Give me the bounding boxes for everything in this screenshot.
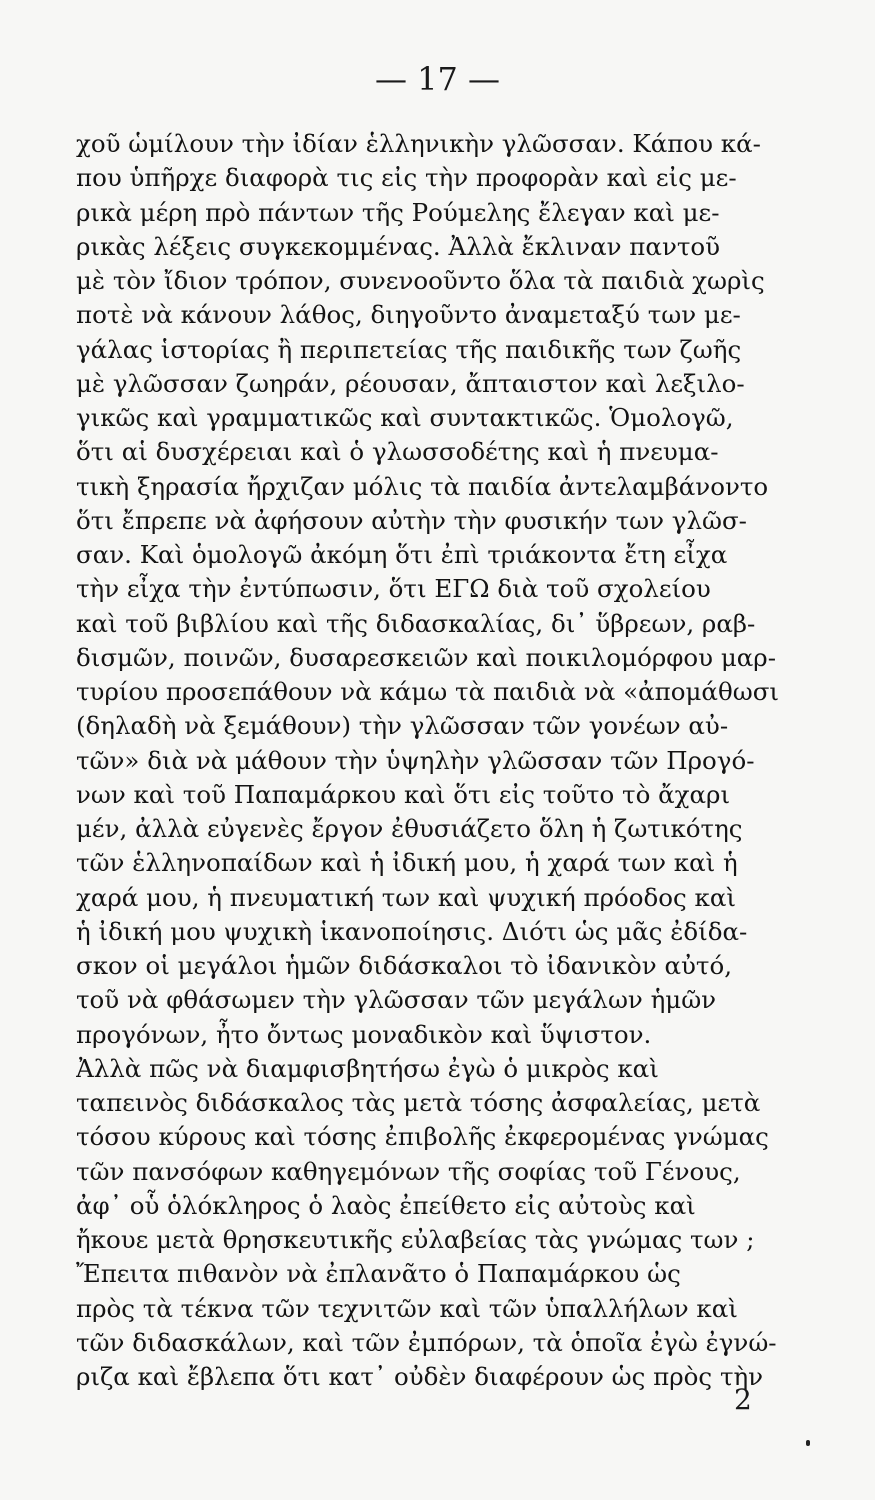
text-line: προγόνων, ἦτο ὄντως μοναδικὸν καὶ ὕψιστον. [76,1019,652,1049]
text-line: χαρά μου, ἡ πνευματική των καὶ ψυχική πρόοδος καὶ [76,882,737,912]
text-line: ἀφ᾿ οὗ ὁλόκληρος ὁ λαὸς ἐπείθετο εἰς αὐτοὺς καὶ [76,1190,696,1220]
text-line: μὲ γλῶσσαν ζωηράν, ρέουσαν, ἄπταιστον καὶ λεξιλο- [76,368,745,398]
text-line: δισμῶν, ποινῶν, δυσαρεσκειῶν καὶ ποικιλομόρφου μαρ- [76,642,776,672]
text-line: σαν. Καὶ ὁμολογῶ ἀκόμη ὅτι ἐπὶ τριάκοντα ἔτη εἶχα [76,540,728,569]
text-line: γικῶς καὶ γραμματικῶς καὶ συντακτικῶς. Ὁμολογῶ, [76,403,734,432]
text-line: καὶ τοῦ βιβλίου καὶ τῆς διδασκαλίας, δι᾿ ὕβρεων, ραβ- [76,608,756,638]
text-line: γάλας ἱστορίας ἢ περιπετείας τῆς παιδικῆς των ζωῆς [76,334,742,364]
text-line: Ἀλλὰ πῶς νὰ διαμφισβητήσω ἐγὼ ὁ μικρὸς καὶ [76,1053,659,1083]
text-line: τῶν διδασκάλων, καὶ τῶν ἐμπόρων, τὰ ὁποῖα ἐγὼ ἐγνώ- [76,1327,777,1357]
signature-mark: 2 [734,1383,752,1416]
text-line: ποτὲ νὰ κάνουν λάθος, διηγοῦντο ἀναμεταξύ των με- [76,300,741,330]
text-line: ἤκουε μετὰ θρησκευτικῆς εὐλαβείας τὰς γνώμας των ; [76,1225,755,1254]
text-line: ὅτι αἱ δυσχέρειαι καὶ ὁ γλωσσοδέτης καὶ ἡ πνευμα- [76,437,719,467]
text-line: τὴν εἶχα τὴν ἐντύπωσιν, ὅτι ΕΓΩ διὰ τοῦ σχολείου [76,574,711,604]
text-line: ρικὰς λέξεις συγκεκομμένας. Ἀλλὰ ἔκλιναν παντοῦ [76,231,721,261]
body-text [76,127,812,1394]
text-line: τυρίου προσεπάθουν νὰ κάμω τὰ παιδιὰ νὰ «ἀπομάθωσι [76,677,780,706]
ink-speck [806,1440,810,1446]
text-line: ὅτι ἔπρεπε νὰ ἀφήσουν αὐτὴν τὴν φυσικήν των γλῶσ- [76,505,747,535]
text-line: που ὑπῆρχε διαφορὰ τις εἰς τὴν προφορὰν καὶ εἰς με- [76,163,737,193]
text-line: τῶν ἑλληνοπαίδων καὶ ἡ ἰδική μου, ἡ χαρά των καὶ ἡ [76,848,738,878]
text-line: τικὴ ξηρασία ἤρχιζαν μόλις τὰ παιδία ἀντελαμβάνοντο [76,471,769,501]
text-line: μὲ τὸν ἴδιον τρόπον, συνενοοῦντο ὅλα τὰ παιδιὰ χωρὶς [76,266,765,295]
text-line: Ἔπειτα πιθανὸν νὰ ἐπλανᾶτο ὁ Παπαμάρκου ὡς [76,1259,681,1289]
text-line: σκον οἱ μεγάλοι ἡμῶν διδάσκαλοι τὸ ἰδανικὸν αὐτό, [76,951,733,980]
text-line: ταπεινὸς διδάσκαλος τὰς μετὰ τόσης ἀσφαλείας, μετὰ [76,1088,761,1117]
text-line: πρὸς τὰ τέκνα τῶν τεχνιτῶν καὶ τῶν ὑπαλλήλων καὶ [76,1293,738,1323]
text-line: τῶν» διὰ νὰ μάθουν τὴν ὑψηλὴν γλῶσσαν τῶν Προγό- [76,745,755,775]
text-line: ἡ ἰδική μου ψυχικὴ ἱκανοποίησις. Διότι ὡς μᾶς ἐδίδα- [76,916,748,946]
text-line: νων καὶ τοῦ Παπαμάρκου καὶ ὅτι εἰς τοῦτο τὸ ἄχαρι [76,779,731,809]
text-line: ριζα καὶ ἔβλεπα ὅτι κατ᾿ οὐδὲν διαφέρουν ὡς πρὸς τὴν [76,1362,764,1391]
page-number: — 17 — [374,60,501,98]
text-line: (δηλαδὴ νὰ ξεμάθουν) τὴν γλῶσσαν τῶν γονέων αὐ- [76,711,729,741]
text-line: τῶν πανσόφων καθηγεμόνων τῆς σοφίας τοῦ Γένους, [76,1156,741,1186]
text-line: τόσου κύρους καὶ τόσης ἐπιβολῆς ἐκφερομένας γνώμας [76,1122,769,1152]
text-line: ρικὰ μέρη πρὸ πάντων τῆς Ρούμελης ἔλεγαν καὶ με- [76,197,720,227]
text-line: μέν, ἀλλὰ εὐγενὲς ἔργον ἐθυσιάζετο ὅλη ἡ ζωτικότης [76,814,743,843]
text-line: χοῦ ὡμίλουν τὴν ἰδίαν ἑλληνικὴν γλῶσσαν. Κάπου κά- [76,129,761,158]
text-line: τοῦ νὰ φθάσωμεν τὴν γλῶσσαν τῶν μεγάλων ἡμῶν [76,985,717,1015]
